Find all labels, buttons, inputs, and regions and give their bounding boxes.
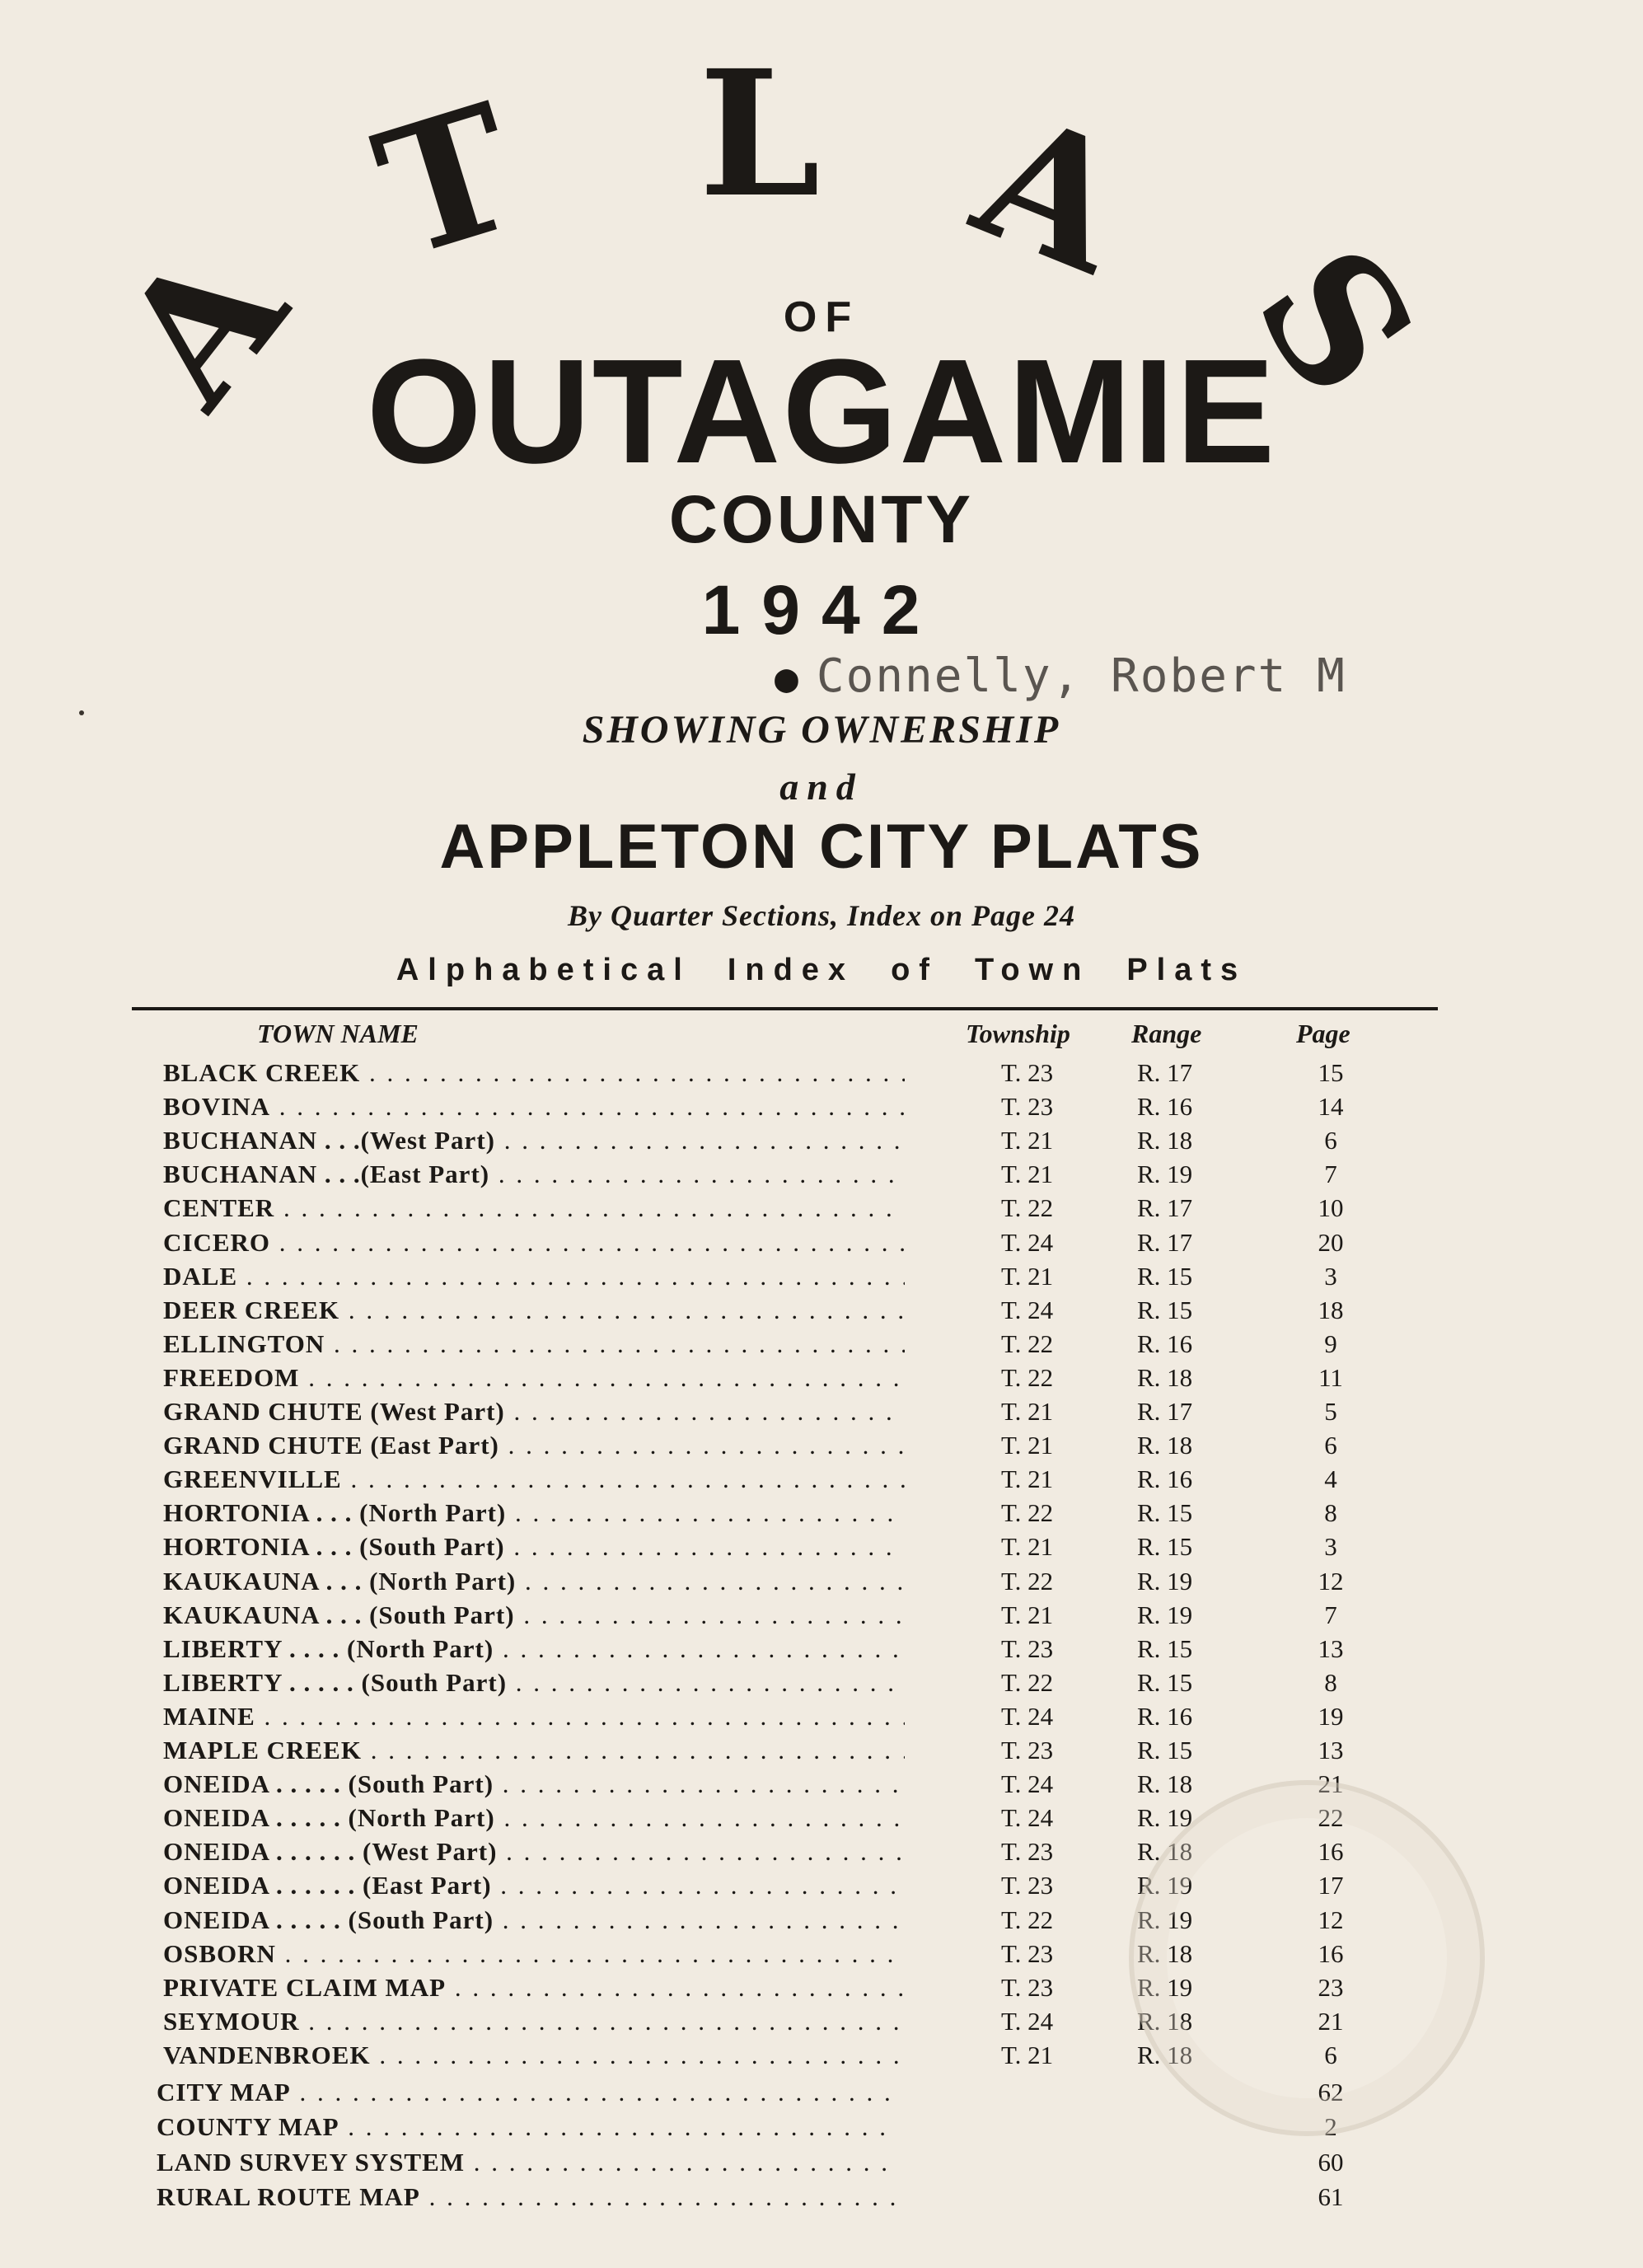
range-value: R. 19 [1137, 1905, 1193, 1934]
range-value: R. 18 [1137, 2041, 1193, 2069]
town-name: HORTONIA . . . (North Part) . . . [163, 1498, 905, 1528]
range-value: R. 16 [1137, 1702, 1193, 1731]
range-value: R. 19 [1137, 1803, 1193, 1832]
township-value: T. 24 [1001, 1803, 1054, 1832]
table-row [0, 1634, 1643, 1668]
town-name: KAUKAUNA . . . (South Part) . . . [163, 1600, 905, 1630]
title-letter-s: S [1216, 211, 1455, 431]
town-name: MAINE . . . [163, 1702, 905, 1731]
subtitle-appleton-city-plats: APPLETON CITY PLATS [439, 812, 1204, 882]
handwritten-note [775, 649, 1346, 703]
range-value: R. 19 [1137, 1871, 1193, 1900]
range-value: R. 19 [1137, 1567, 1193, 1596]
index-title [0, 953, 1643, 988]
town-name: CICERO . . . [163, 1228, 905, 1258]
township-value: T. 23 [1001, 1092, 1054, 1121]
table-row [0, 1092, 1643, 1126]
title-letter-l: L [699, 32, 821, 236]
township-value: T. 22 [1001, 1193, 1054, 1222]
range-value: R. 15 [1137, 1498, 1193, 1527]
page-value: 8 [1324, 1668, 1337, 1697]
table-row [0, 1736, 1643, 1769]
page-value: 9 [1324, 1329, 1337, 1358]
page-value: 6 [1324, 1431, 1337, 1460]
town-name: ELLINGTON . . . [163, 1329, 905, 1359]
township-value: T. 21 [1001, 1600, 1054, 1629]
page-value: 11 [1318, 1363, 1343, 1392]
range-value: R. 17 [1137, 1193, 1193, 1222]
page-value: 17 [1318, 1871, 1344, 1900]
range-value: R. 16 [1137, 1092, 1193, 1121]
page-value: 6 [1324, 1126, 1337, 1155]
town-name: GREENVILLE . . . [163, 1464, 905, 1494]
table-row [0, 1058, 1643, 1092]
township-value: T. 24 [1001, 1702, 1054, 1731]
range-value: R. 15 [1137, 1668, 1193, 1697]
table-row [0, 1126, 1643, 1160]
paper-speck [79, 710, 84, 715]
range-value: R. 18 [1137, 1769, 1193, 1798]
page-value: 12 [1318, 1905, 1344, 1934]
range-value: R. 19 [1137, 1973, 1193, 2002]
page-value: 13 [1318, 1634, 1344, 1663]
range-value: R. 15 [1137, 1634, 1193, 1663]
index-title-word: of [891, 953, 939, 987]
handwritten-note-text: Connelly, Robert M [816, 649, 1346, 703]
township-value: T. 22 [1001, 1905, 1054, 1934]
page-value: 10 [1318, 1193, 1344, 1222]
township-value: T. 22 [1001, 1498, 1054, 1527]
map-name: RURAL ROUTE MAP . . . [157, 2182, 898, 2212]
page-value: 21 [1318, 2007, 1344, 2036]
township-value: T. 23 [1001, 1634, 1054, 1663]
map-name: CITY MAP . . . [157, 2078, 898, 2107]
township-value: T. 21 [1001, 1262, 1054, 1291]
table-row [0, 1600, 1643, 1634]
page-value: 8 [1324, 1498, 1337, 1527]
range-value: R. 15 [1137, 1262, 1193, 1291]
page-value: 23 [1318, 1973, 1344, 2002]
header-divider [132, 1007, 1438, 1010]
town-name: SEYMOUR . . . [163, 2007, 905, 2036]
town-name: BUCHANAN . . .(East Part) . . . [163, 1160, 905, 1189]
township-value: T. 22 [1001, 1668, 1054, 1697]
page-value: 60 [1318, 2148, 1344, 2177]
page-value: 14 [1318, 1092, 1344, 1121]
range-value: R. 17 [1137, 1228, 1193, 1257]
township-value: T. 24 [1001, 2007, 1054, 2036]
township-value: T. 21 [1001, 1397, 1054, 1426]
page-value: 3 [1324, 1262, 1337, 1291]
township-value: T. 24 [1001, 1228, 1054, 1257]
town-name: CENTER . . . [163, 1193, 905, 1223]
page-value: 2 [1324, 2112, 1337, 2141]
township-value: T. 23 [1001, 1973, 1054, 2002]
township-value: T. 22 [1001, 1363, 1054, 1392]
town-name: FREEDOM . . . [163, 1363, 905, 1393]
page-value: 5 [1324, 1397, 1337, 1426]
town-name: ONEIDA . . . . . (North Part) . . . [163, 1803, 905, 1833]
page-value: 19 [1318, 1702, 1344, 1731]
page-value: 4 [1324, 1464, 1337, 1493]
range-value: R. 18 [1137, 1939, 1193, 1968]
table-row [0, 1228, 1643, 1262]
table-row [0, 1769, 1643, 1803]
page-value: 7 [1324, 1160, 1337, 1188]
table-row [0, 1668, 1643, 1702]
table-row [0, 1262, 1643, 1296]
town-name: BUCHANAN . . .(West Part) . . . [163, 1126, 905, 1155]
bullet-dot-icon: ● [775, 655, 800, 701]
page-value: 15 [1318, 1058, 1344, 1087]
title-letter-t: T [356, 64, 539, 298]
col-header-town-name: TOWN NAME [257, 1019, 419, 1048]
title-county: COUNTY [668, 482, 975, 557]
title-county-name: OUTAGAMIE [366, 329, 1277, 494]
index-title-word: Alphabetical [396, 953, 691, 987]
township-value: T. 21 [1001, 1431, 1054, 1460]
range-value: R. 18 [1137, 2007, 1193, 2036]
page-value: 16 [1318, 1837, 1344, 1866]
township-value: T. 21 [1001, 1464, 1054, 1493]
page-value: 13 [1318, 1736, 1344, 1764]
town-name: VANDENBROEK . . . [163, 2041, 905, 2070]
town-name: DALE . . . [163, 1262, 905, 1291]
page-value: 61 [1318, 2182, 1344, 2211]
range-value: R. 16 [1137, 1329, 1193, 1358]
town-name: PRIVATE CLAIM MAP . . . [163, 1973, 905, 2003]
town-name: MAPLE CREEK . . . [163, 1736, 905, 1765]
township-value: T. 23 [1001, 1058, 1054, 1087]
subtitle-showing-ownership: SHOWING OWNERSHIP [582, 708, 1061, 752]
range-value: R. 15 [1137, 1532, 1193, 1561]
township-value: T. 23 [1001, 1837, 1054, 1866]
range-value: R. 18 [1137, 1126, 1193, 1155]
township-value: T. 23 [1001, 1871, 1054, 1900]
township-value: T. 22 [1001, 1567, 1054, 1596]
title-year: 1942 [701, 571, 942, 649]
title-letter-a1: A [81, 209, 325, 441]
town-name: LIBERTY . . . . (North Part) . . . [163, 1634, 905, 1664]
township-value: T. 21 [1001, 1532, 1054, 1561]
range-value: R. 19 [1137, 1160, 1193, 1188]
table-row [0, 1532, 1643, 1566]
col-header-range: Range [1131, 1019, 1202, 1048]
town-name: BOVINA . . . [163, 1092, 905, 1122]
range-value: R. 18 [1137, 1363, 1193, 1392]
subtitle-and: and [779, 766, 864, 808]
page-value: 22 [1318, 1803, 1344, 1832]
township-value: T. 23 [1001, 1939, 1054, 1968]
title-of: OF [783, 293, 860, 341]
page-value: 7 [1324, 1600, 1337, 1629]
table-row [0, 1702, 1643, 1736]
town-name: LIBERTY . . . . . (South Part) . . . [163, 1668, 905, 1698]
page-value: 16 [1318, 1939, 1344, 1968]
town-name: DEER CREEK . . . [163, 1296, 905, 1325]
title-letter-a2: A [951, 73, 1153, 313]
range-value: R. 15 [1137, 1736, 1193, 1764]
table-row [0, 1160, 1643, 1193]
town-name: ONEIDA . . . . . . (West Part) . . . [163, 1837, 905, 1867]
table-row [0, 1193, 1643, 1227]
range-value: R. 17 [1137, 1397, 1193, 1426]
town-name: HORTONIA . . . (South Part) . . . [163, 1532, 905, 1562]
map-row [0, 2148, 1643, 2181]
page-value: 18 [1318, 1296, 1344, 1324]
page-value: 62 [1318, 2078, 1344, 2106]
range-value: R. 19 [1137, 1600, 1193, 1629]
table-row [0, 1464, 1643, 1498]
table-row [0, 1363, 1643, 1397]
town-name: BLACK CREEK . . . [163, 1058, 905, 1088]
town-name: ONEIDA . . . . . (South Part) . . . [163, 1769, 905, 1799]
page-value: 20 [1318, 1228, 1344, 1257]
township-value: T. 21 [1001, 2041, 1054, 2069]
township-value: T. 24 [1001, 1769, 1054, 1798]
range-value: R. 18 [1137, 1431, 1193, 1460]
range-value: R. 17 [1137, 1058, 1193, 1087]
table-row [0, 1296, 1643, 1329]
subtitle-note: By Quarter Sections, Index on Page 24 [567, 899, 1076, 932]
range-value: R. 16 [1137, 1464, 1193, 1493]
page-value: 3 [1324, 1532, 1337, 1561]
index-title-word: Plats [1126, 953, 1247, 987]
map-name: COUNTY MAP . . . [157, 2112, 898, 2142]
index-title-word: Town [974, 953, 1091, 987]
township-value: T. 23 [1001, 1736, 1054, 1764]
town-name: KAUKAUNA . . . (North Part) . . . [163, 1567, 905, 1596]
page-value: 12 [1318, 1567, 1344, 1596]
township-value: T. 22 [1001, 1329, 1054, 1358]
range-value: R. 18 [1137, 1837, 1193, 1866]
page-value: 6 [1324, 2041, 1337, 2069]
col-header-township: Township [966, 1019, 1070, 1048]
town-name: GRAND CHUTE (West Part) . . . [163, 1397, 905, 1427]
page-value: 21 [1318, 1769, 1344, 1798]
table-row [0, 1329, 1643, 1363]
township-value: T. 21 [1001, 1126, 1054, 1155]
map-row [0, 2182, 1643, 2216]
table-row [0, 1498, 1643, 1532]
town-name: GRAND CHUTE (East Part) . . . [163, 1431, 905, 1460]
table-row [0, 1397, 1643, 1431]
township-value: T. 21 [1001, 1160, 1054, 1188]
map-name: LAND SURVEY SYSTEM . . . [157, 2148, 898, 2177]
table-row [0, 1431, 1643, 1464]
town-name: OSBORN . . . [163, 1939, 905, 1969]
town-name: ONEIDA . . . . . (South Part) . . . [163, 1905, 905, 1935]
table-row [0, 1567, 1643, 1600]
col-header-page: Page [1296, 1019, 1350, 1048]
map-row [0, 2112, 1643, 2146]
embossed-seal [1129, 1780, 1485, 2136]
range-value: R. 15 [1137, 1296, 1193, 1324]
index-title-word: Index [727, 953, 855, 987]
township-value: T. 24 [1001, 1296, 1054, 1324]
town-name: ONEIDA . . . . . . (East Part) . . . [163, 1871, 905, 1900]
